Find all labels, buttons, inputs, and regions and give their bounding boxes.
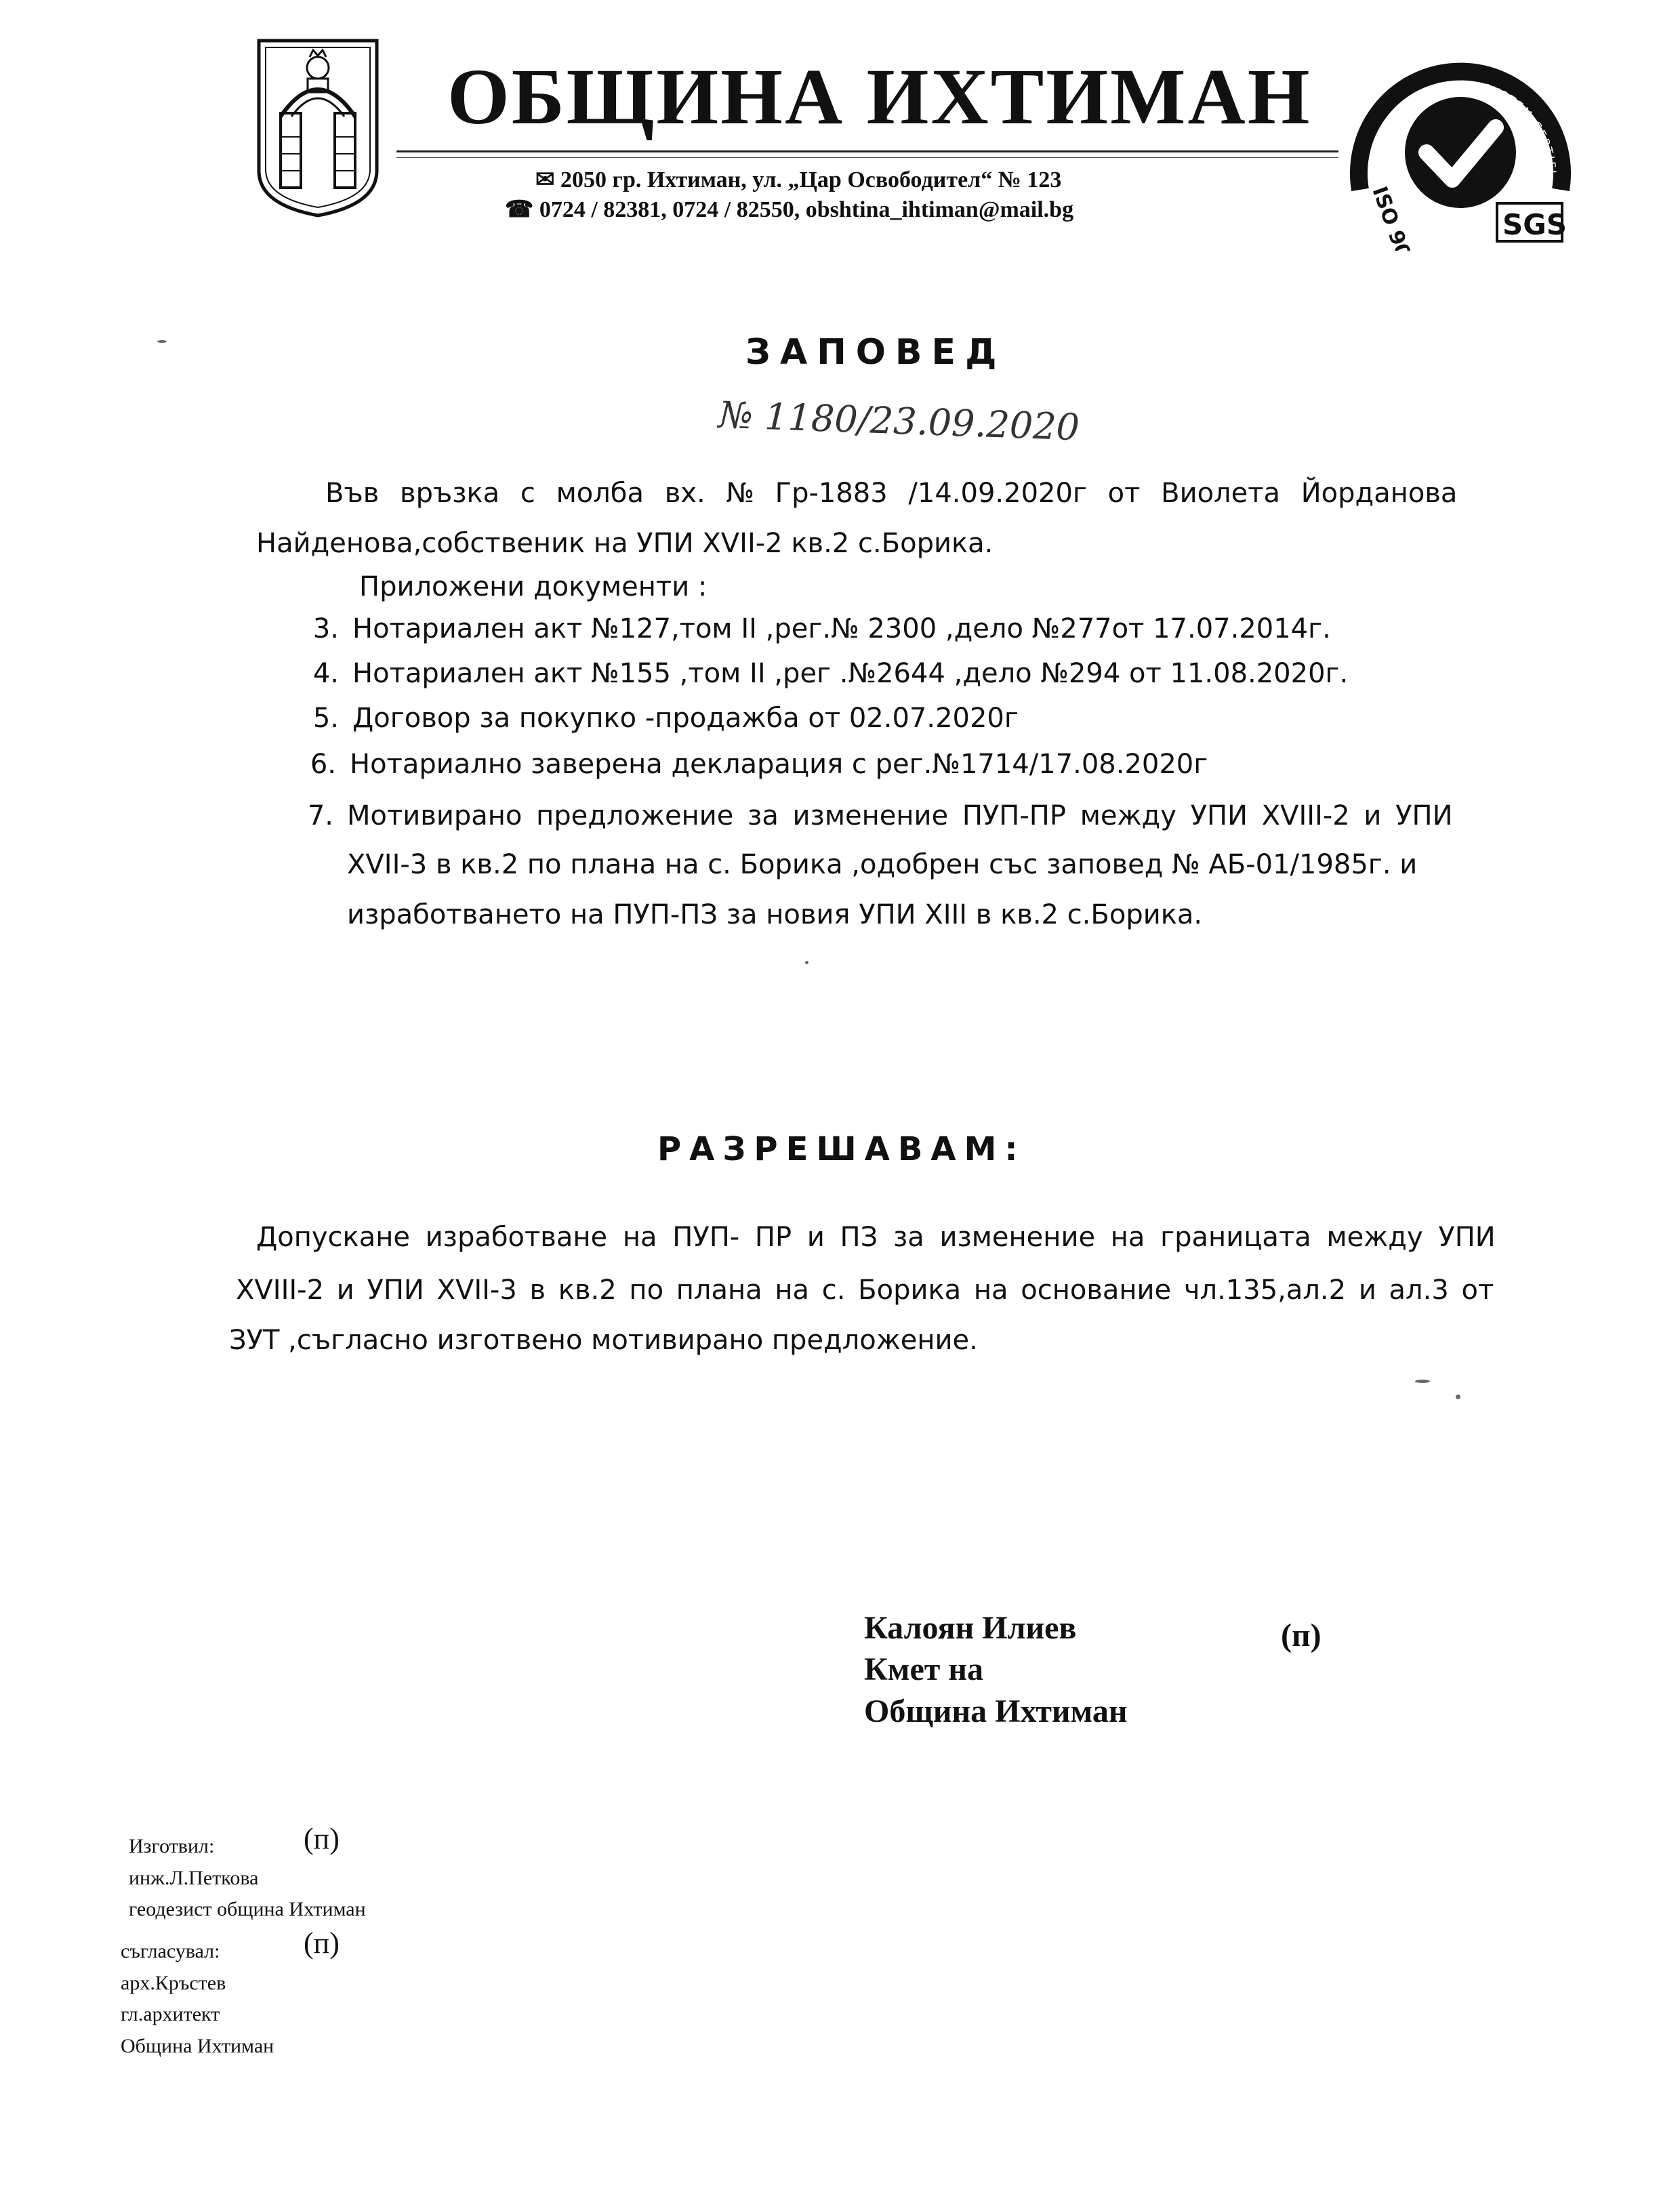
phone-icon: ☎ — [505, 197, 534, 222]
address-text: 2050 гр. Ихтиман, ул. „Цар Освободител“ № 123 — [560, 167, 1062, 192]
document-text: Мотивирано предложение за изменение ПУП-ПР между УПИ XVIII-2 и УПИ — [347, 800, 1453, 831]
address-line — [535, 167, 1061, 194]
municipality-coat-of-arms — [253, 35, 382, 220]
scan-speck — [1456, 1395, 1460, 1399]
header-divider-thin — [396, 157, 1338, 158]
envelope-icon: ✉ — [535, 167, 555, 192]
document-text: Нотариален акт №127,том II ,рег.№ 2300 ,дело №277от 17.07.2014г. — [352, 613, 1331, 644]
prepared-by-label: Изготвил: — [129, 1835, 215, 1857]
prepared-by-role: геодезист община Ихтиман — [129, 1898, 366, 1920]
document-text: Договор за покупко -продажба от 02.07.2020г — [352, 703, 1019, 734]
mayor-organisation: Община Ихтиман — [864, 1693, 1128, 1729]
iso-standard-text: ISO 9001 — [1367, 183, 1425, 251]
mayor-signed-mark: (п) — [1281, 1617, 1322, 1653]
iso-certification-badge — [1345, 41, 1576, 251]
document-number: 6. — [310, 749, 336, 780]
agreed-by-name: арх.Кръстев — [121, 1971, 226, 1994]
handwritten-order-number: № 1180/23.09.2020 — [718, 393, 1081, 449]
prepared-by-name: инж.Л.Петкова — [129, 1866, 259, 1889]
mayor-signature-block — [864, 1607, 1128, 1732]
scan-speck — [157, 340, 167, 343]
permission-line-2: XVIII-2 и УПИ XVII-3 в кв.2 по плана на с. Борика на основание чл.135,ал.2 и ал.3 от — [236, 1275, 1494, 1306]
attachments-heading: Приложени документи : — [359, 571, 708, 602]
contacts-text: 0724 / 82381, 0724 / 82550, obshtina_ihtiman@mail.bg — [539, 197, 1074, 222]
document-number: 3. — [312, 613, 339, 644]
document-text: Нотариално заверена декларация с рег.№1714/17.08.2020г — [350, 749, 1208, 780]
document-number: 7. — [307, 800, 333, 831]
document-item-continuation: изработването на ПУП-ПЗ за новия УПИ XIII в кв.2 с.Борика. — [347, 899, 1203, 930]
intro-line-1: Във връзка с молба вх. № Гр-1883 /14.09.2020г от Виолета Йорданова — [325, 478, 1458, 509]
header-divider — [396, 150, 1338, 152]
agreed-by-organisation: Община Ихтиман — [121, 2034, 274, 2057]
document-number: 4. — [312, 658, 339, 689]
permission-line-1: Допускане изработване на ПУП- ПР и ПЗ за изменение на границата между УПИ — [256, 1222, 1496, 1253]
agreed-by-label: съгласувал: — [121, 1940, 220, 1962]
mayor-name: Калоян Илиев — [864, 1610, 1077, 1646]
mayor-position: Кмет на — [864, 1651, 984, 1688]
permission-line-3: ЗУТ ,съгласно изготвено мотивирано предложение. — [229, 1325, 978, 1356]
prepared-by-signed-mark: (п) — [304, 1822, 340, 1855]
iso-ring-text: SYSTEM CERTIFI — [1481, 81, 1559, 176]
document-number: 5. — [312, 703, 339, 734]
order-title: ЗАПОВЕД — [745, 332, 1006, 373]
sgs-logo-text: SGS — [1502, 208, 1567, 241]
agreed-by-signed-mark: (п) — [304, 1926, 340, 1960]
document-item-continuation: XVII-3 в кв.2 по плана на с. Борика ,одобрен със заповед № АБ-01/1985г. и — [347, 849, 1418, 880]
contacts-line — [505, 197, 1073, 224]
agreed-by-block — [121, 1936, 274, 2062]
agreed-by-role: гл.архитект — [121, 2003, 220, 2025]
permission-heading: РАЗРЕШАВАМ: — [657, 1130, 1026, 1168]
municipality-title: ОБЩИНА ИХТИМАН — [447, 52, 1312, 141]
document-text: Нотариален акт №155 ,том II ,рег .№2644 ,дело №294 от 11.08.2020г. — [352, 658, 1349, 689]
scan-speck — [805, 961, 808, 964]
scan-speck — [1415, 1380, 1430, 1383]
intro-line-2: Найденова,собственик на УПИ XVII-2 кв.2 с.Борика. — [256, 528, 993, 559]
